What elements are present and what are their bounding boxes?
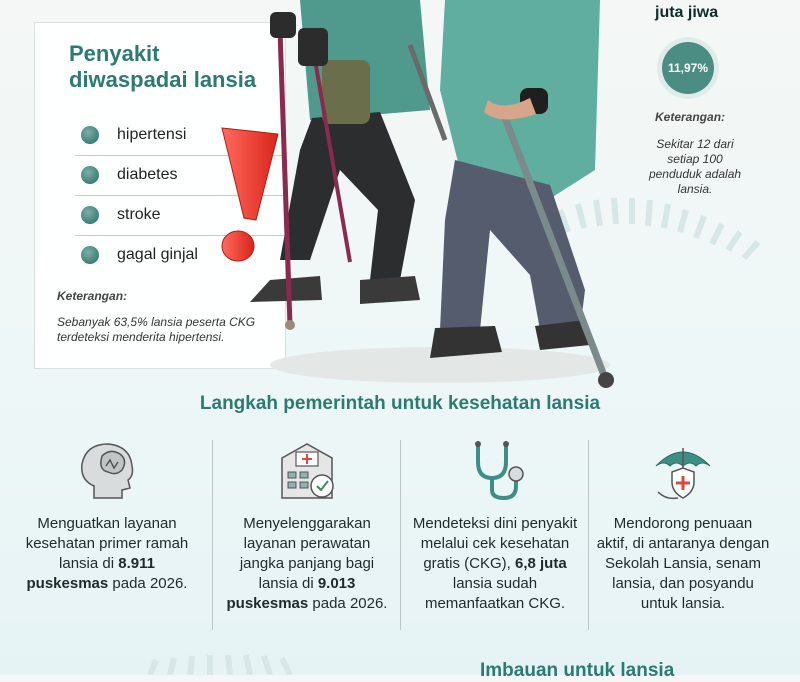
card-note: Sebanyak 63,5% lansia peserta CKG terdeteksi menderita hipertensi.: [57, 315, 256, 344]
card-title: Penyakit diwaspadai lansia: [69, 41, 257, 92]
umbrella-shield-icon: [648, 436, 718, 506]
card-note-heading: Keterangan:: [57, 289, 128, 303]
percentage-badge: 11,97%: [662, 42, 714, 94]
stethoscope-icon: [460, 436, 530, 506]
section-title: Langkah pemerintah untuk kesehatan lansia: [199, 393, 601, 414]
brain-head-icon: [72, 436, 142, 506]
bullet-dot-icon: [81, 206, 99, 224]
step-text: Menguatkan layanan kesehatan primer ramah lansia di 8.911 puskesmas pada 2026.: [25, 515, 189, 592]
step-text: Mendorong penuaan aktif, di antaranya dengan Sekolah Lansia, senam lansia, dan posyandu untuk lansia.: [596, 515, 770, 612]
hospital-icon: [272, 436, 342, 506]
disease-label: hipertensi: [117, 126, 187, 143]
bullet-dot-icon: [81, 166, 99, 184]
elderly-walkers-illustration: [240, 0, 640, 395]
bullet-dot-icon: [81, 246, 99, 264]
step-card: [588, 430, 778, 640]
step-card: [400, 430, 590, 640]
stats-note: Sekitar 12 dari setiap 100 penduduk adalah lansia.: [648, 137, 742, 196]
step-text: Mendeteksi dini penyakit melalui cek kesehatan gratis (CKG), 6,8 juta lansia sudah memanfaatkan CKG.: [412, 515, 578, 612]
advice-section-title: Imbauan untuk lansia: [480, 660, 675, 681]
step-card: [12, 430, 202, 640]
step-card: [212, 430, 402, 640]
disease-label: diabetes: [117, 166, 178, 183]
bullet-dot-icon: [81, 126, 99, 144]
decorative-ring-bottom: [140, 650, 360, 675]
disease-label: stroke: [117, 206, 161, 223]
step-text: Menyelenggarakan layanan perawatan jangka panjang bagi lansia di 9.013 puskesmas pada 2026.: [226, 515, 388, 612]
disease-label: gagal ginjal: [117, 246, 198, 263]
population-unit: juta jiwa: [655, 4, 719, 21]
stats-note-heading: Keterangan:: [655, 110, 726, 124]
